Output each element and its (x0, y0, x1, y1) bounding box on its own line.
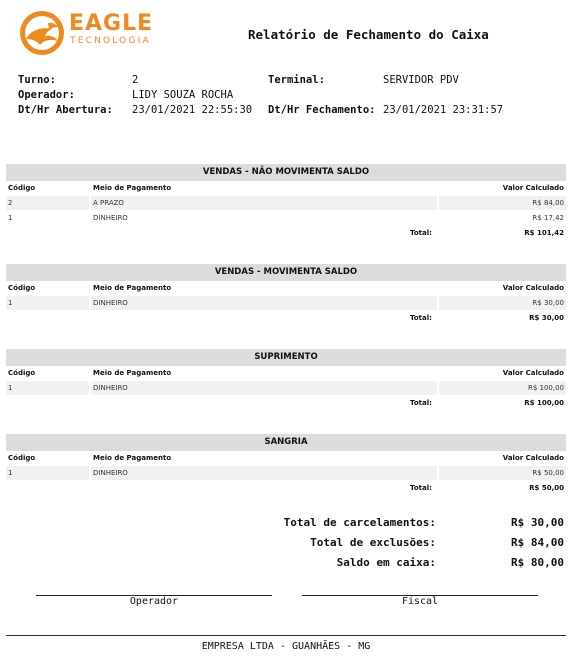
col-codigo: Código (8, 369, 36, 377)
total-label: Total: (410, 314, 432, 322)
operador-value: LIDY SOUZA ROCHA (132, 89, 234, 101)
row-codigo: 2 (8, 199, 13, 207)
terminal-value: SERVIDOR PDV (383, 74, 459, 86)
total-value: R$ 30,00 (529, 314, 564, 322)
cancelamentos-value: R$ 30,00 (511, 516, 564, 529)
row-meio: A PRAZO (93, 199, 124, 207)
signature-fiscal-label: Fiscal (401, 596, 439, 607)
logo-name: EAGLE (69, 11, 154, 36)
row-valor: R$ 84,00 (532, 199, 564, 207)
col-meio: Meio de Pagamento (93, 454, 172, 462)
abertura-value: 23/01/2021 22:55:30 (132, 104, 253, 116)
logo-subtitle: TECNOLOGIA (70, 36, 151, 46)
row-meio: DINHEIRO (93, 214, 128, 222)
row-codigo: 1 (8, 299, 13, 307)
total-value: R$ 101,42 (524, 229, 564, 237)
row-codigo: 1 (8, 384, 13, 392)
exclusoes-value: R$ 84,00 (511, 536, 564, 549)
fechamento-label: Dt/Hr Fechamento: (268, 104, 376, 116)
total-value: R$ 50,00 (529, 484, 564, 492)
row-codigo: 1 (8, 214, 13, 222)
saldo-value: R$ 80,00 (511, 556, 564, 569)
row-valor: R$ 17,42 (532, 214, 564, 222)
turno-value: 2 (132, 74, 139, 86)
exclusoes-label: Total de exclusões: (310, 536, 436, 549)
cancelamentos-label: Total de carcelamentos: (283, 516, 436, 529)
terminal-label: Terminal: (268, 74, 325, 86)
turno-label: Turno: (18, 74, 56, 86)
row-codigo: 1 (8, 469, 13, 477)
section-title: SUPRIMENTO (6, 349, 566, 366)
col-valor: Valor Calculado (502, 284, 564, 292)
saldo-label: Saldo em caixa: (336, 556, 436, 569)
col-valor: Valor Calculado (502, 454, 564, 462)
signature-operador-label: Operador (129, 596, 179, 607)
row-valor: R$ 30,00 (532, 299, 564, 307)
col-valor: Valor Calculado (502, 184, 564, 192)
total-label: Total: (410, 484, 432, 492)
col-codigo: Código (8, 184, 36, 192)
section-title: SANGRIA (6, 434, 566, 451)
col-codigo: Código (8, 454, 36, 462)
col-meio: Meio de Pagamento (93, 369, 172, 377)
col-meio: Meio de Pagamento (93, 284, 172, 292)
col-valor: Valor Calculado (502, 369, 564, 377)
section-title: VENDAS - MOVIMENTA SALDO (6, 264, 566, 281)
row-meio: DINHEIRO (93, 469, 128, 477)
total-label: Total: (410, 229, 432, 237)
col-meio: Meio de Pagamento (93, 184, 172, 192)
row-meio: DINHEIRO (93, 384, 128, 392)
total-value: R$ 100,00 (524, 399, 564, 407)
total-label: Total: (410, 399, 432, 407)
footer-divider (6, 635, 566, 636)
row-valor: R$ 100,00 (527, 384, 564, 392)
footer-text: EMPRESA LTDA - GUANHÃES - MG (201, 641, 371, 652)
operador-label: Operador: (18, 89, 75, 101)
fechamento-value: 23/01/2021 23:31:57 (383, 104, 504, 116)
section-title: VENDAS - NÃO MOVIMENTA SALDO (6, 164, 566, 181)
report-title: Relatório de Fechamento do Caixa (248, 27, 489, 42)
col-codigo: Código (8, 284, 36, 292)
row-valor: R$ 50,00 (532, 469, 564, 477)
row-meio: DINHEIRO (93, 299, 128, 307)
abertura-label: Dt/Hr Abertura: (18, 104, 113, 116)
